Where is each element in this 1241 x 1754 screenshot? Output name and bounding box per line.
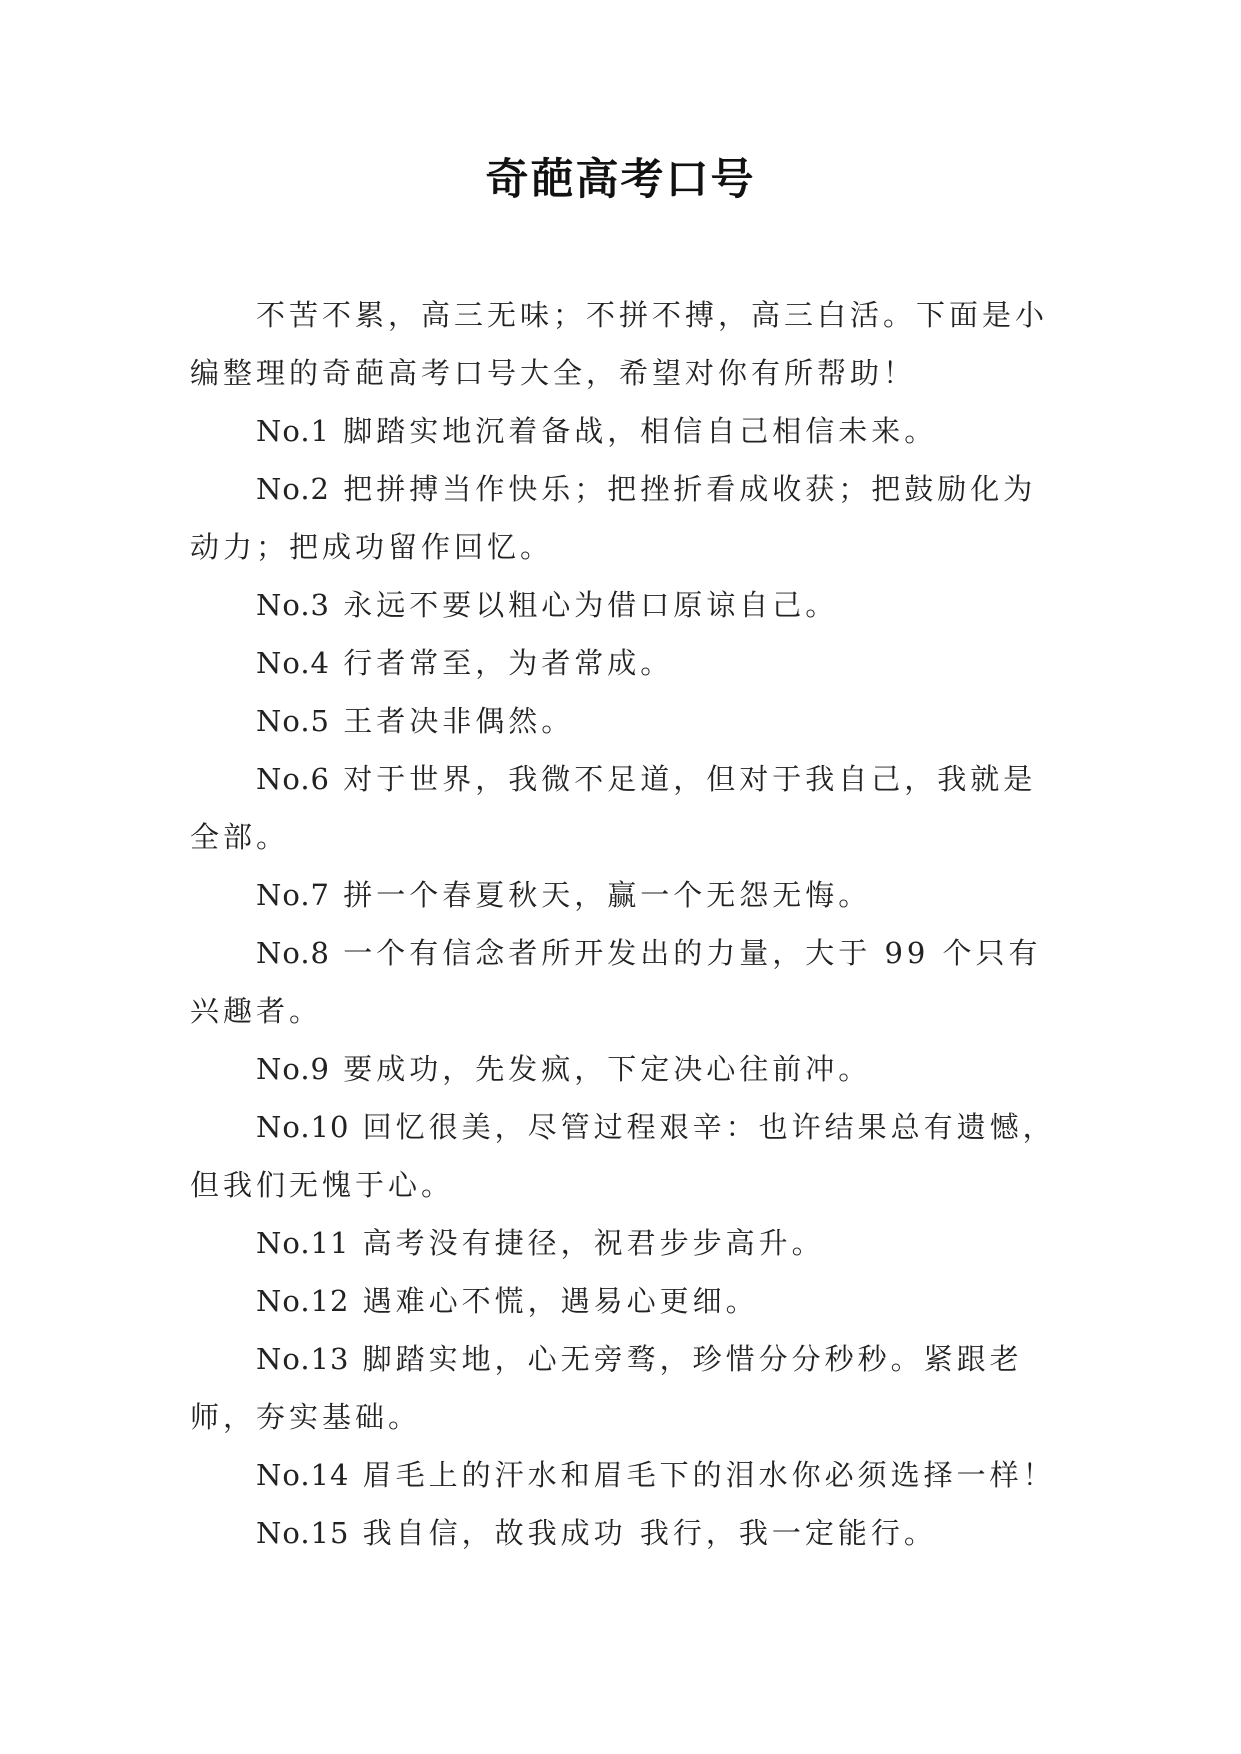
slogan-number: No.3 [256,588,330,622]
slogan-text: 永远不要以粗心为借口原谅自己。 [343,588,839,622]
slogan-number: No.15 [256,1516,350,1550]
slogan-number: No.10 [256,1110,350,1144]
slogan-text: 我自信，故我成功 我行，我一定能行。 [362,1516,937,1550]
slogan-number: No.12 [256,1284,350,1318]
slogan-text: 回忆很美，尽管过程艰辛：也许结果总有遗憾，但我们无愧于心。 [190,1110,1056,1202]
slogan-item [190,1272,1066,1330]
slogan-number: No.14 [256,1458,350,1492]
slogan-item [190,692,1066,750]
slogan-text: 高考没有捷径，祝君步步高升。 [362,1226,825,1260]
document-body [190,286,1066,1562]
slogan-text: 拼一个春夏秋天，赢一个无怨无悔。 [343,878,872,912]
slogan-number: No.5 [256,704,330,738]
slogan-item [190,1040,1066,1098]
slogan-number: No.7 [256,878,330,912]
slogan-item [190,576,1066,634]
slogan-text: 王者决非偶然。 [343,704,575,738]
slogan-number: No.9 [256,1052,330,1086]
slogan-item [190,1446,1066,1504]
slogan-text: 对于世界，我微不足道，但对于我自己，我就是全部。 [190,762,1037,854]
document-title: 奇葩高考口号 [485,155,756,205]
slogan-text: 一个有信念者所开发出的力量，大于 99 个只有兴趣者。 [190,936,1042,1028]
slogan-item [190,1330,1066,1446]
slogan-number: No.11 [256,1226,350,1260]
slogan-item [190,1214,1066,1272]
slogan-item [190,750,1066,866]
slogan-item [190,460,1066,576]
slogan-item [190,634,1066,692]
slogan-number: No.1 [256,414,330,448]
slogan-text: 眉毛上的汗水和眉毛下的泪水你必须选择一样！ [362,1458,1056,1492]
slogan-item [190,1504,1066,1562]
slogan-text: 把拼搏当作快乐；把挫折看成收获；把鼓励化为动力；把成功留作回忆。 [190,472,1037,564]
slogan-text: 脚踏实地沉着备战，相信自己相信未来。 [343,414,938,448]
slogan-number: No.13 [256,1342,350,1376]
slogan-number: No.8 [256,936,330,970]
slogan-item [190,924,1066,1040]
slogan-number: No.6 [256,762,330,796]
slogan-text: 行者常至，为者常成。 [343,646,674,680]
slogan-number: No.2 [256,472,330,506]
slogan-number: No.4 [256,646,330,680]
slogan-item [190,1098,1066,1214]
slogan-text: 遇难心不慌，遇易心更细。 [362,1284,759,1318]
slogan-text: 脚踏实地，心无旁骛，珍惜分分秒秒。紧跟老师，夯实基础。 [190,1342,1023,1434]
intro-paragraph: 不苦不累，高三无味；不拼不搏，高三白活。下面是小编整理的奇葩高考口号大全，希望对你有所帮助！ [190,298,1049,390]
slogan-text: 要成功，先发疯，下定决心往前冲。 [343,1052,872,1086]
slogan-item [190,866,1066,924]
slogan-item [190,402,1066,460]
